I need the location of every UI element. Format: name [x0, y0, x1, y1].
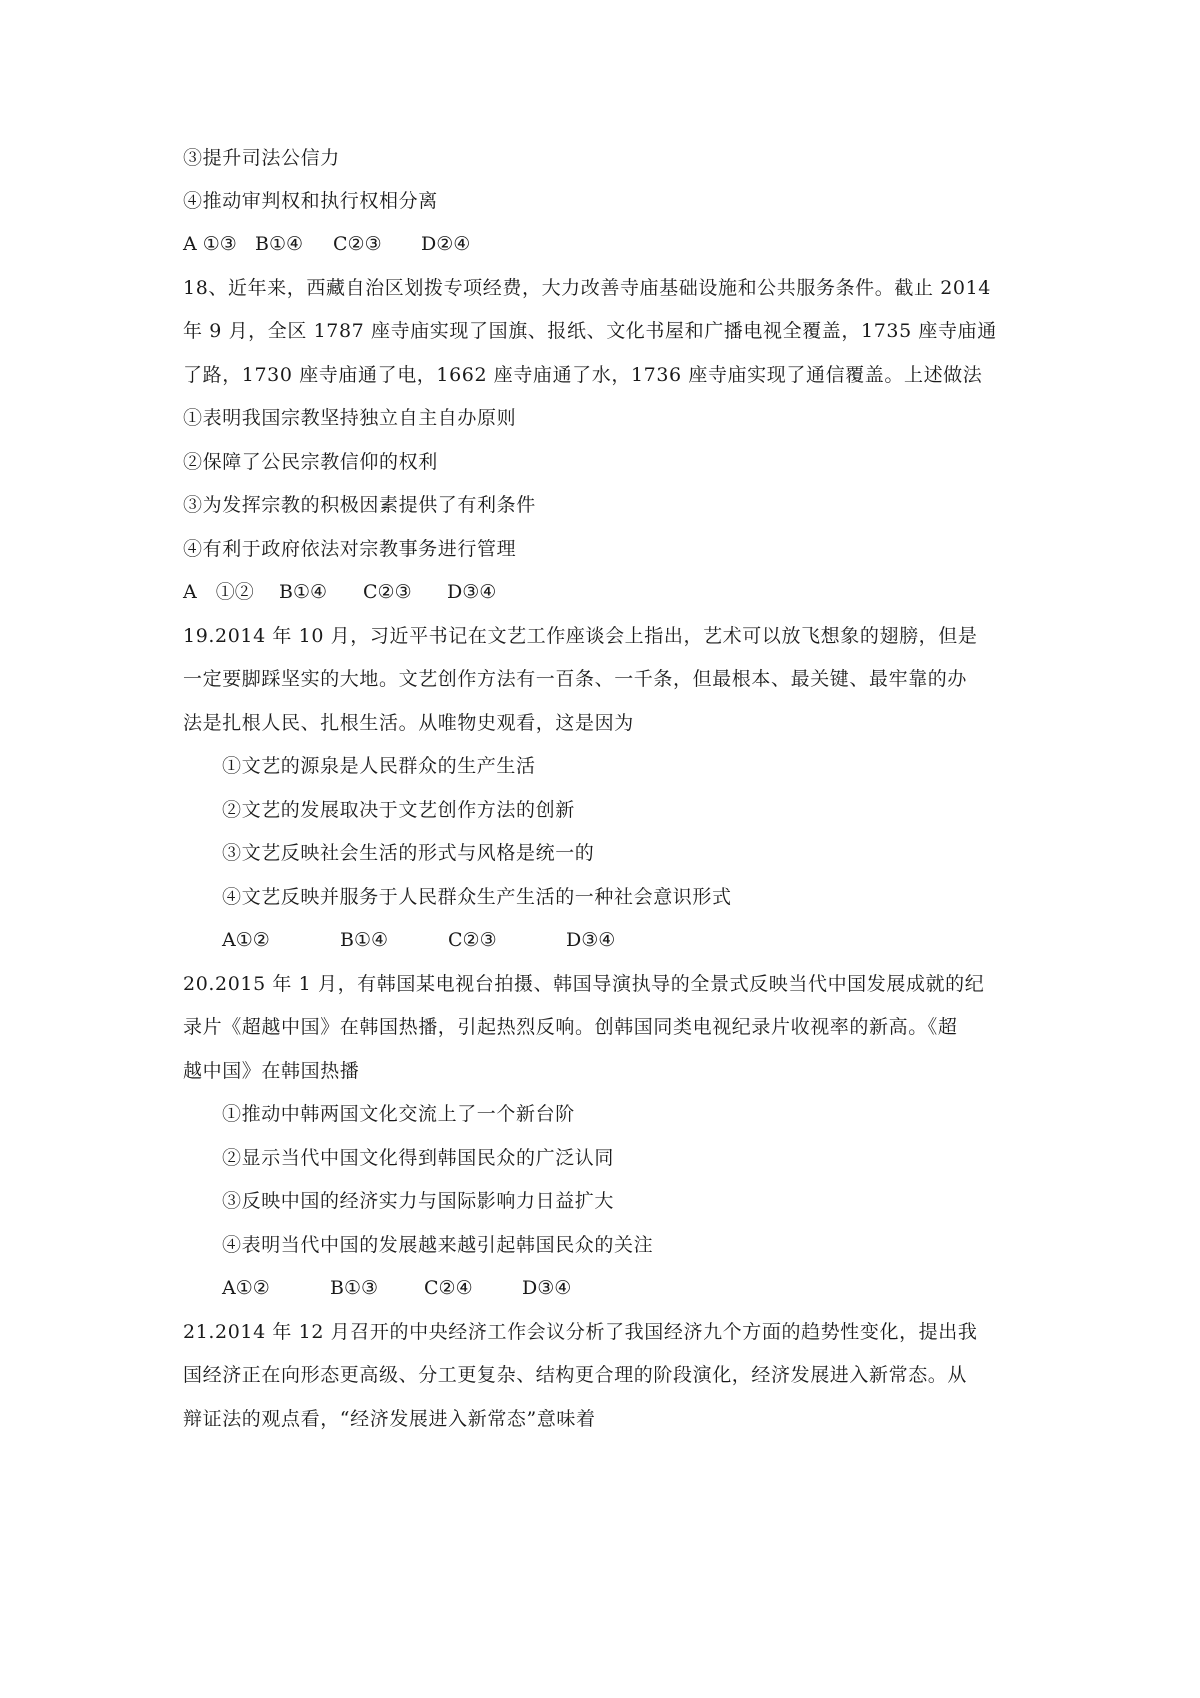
q19-option-c: C②③	[448, 929, 497, 951]
q19-item-3: ③文艺反映社会生活的形式与风格是统一的	[222, 842, 595, 864]
q18-item-2: ②保障了公民宗教信仰的权利	[183, 451, 438, 473]
q19-item-2: ②文艺的发展取决于文艺创作方法的创新	[222, 799, 575, 821]
q20-option-d: D③④	[522, 1277, 572, 1299]
q19-item-4: ④文艺反映并服务于人民群众生产生活的一种社会意识形式	[222, 886, 732, 908]
q18-text-line-3: 了路，1730 座寺庙通了电，1662 座寺庙通了水，1736 座寺庙实现了通信覆盖。上述做法	[183, 364, 983, 386]
q17-item-3: ③提升司法公信力	[183, 147, 340, 169]
q20-item-3: ③反映中国的经济实力与国际影响力日益扩大	[222, 1190, 615, 1212]
q18-text-line-2: 年 9 月，全区 1787 座寺庙实现了国旗、报纸、文化书屋和广播电视全覆盖，1735 座寺庙通	[183, 320, 997, 342]
q18-option-a: A ①②	[183, 581, 254, 603]
q21-text-line-3: 辩证法的观点看，“经济发展进入新常态”意味着	[183, 1408, 596, 1430]
q17-option-a: A ①③	[183, 233, 237, 255]
q20-item-4: ④表明当代中国的发展越来越引起韩国民众的关注	[222, 1234, 654, 1256]
q19-option-b: B①④	[340, 929, 389, 951]
q17-option-c: C②③	[333, 233, 382, 255]
q17-option-b: B①④	[255, 233, 304, 255]
q19-option-a: A①②	[222, 929, 270, 951]
q18-item-1: ①表明我国宗教坚持独立自主自办原则	[183, 407, 517, 429]
q20-text-line-3: 越中国》在韩国热播	[183, 1060, 360, 1082]
q18-item-4: ④有利于政府依法对宗教事务进行管理	[183, 538, 517, 560]
q18-text-line-1: 18、近年来，西藏自治区划拨专项经费，大力改善寺庙基础设施和公共服务条件。截止 2014	[183, 277, 991, 299]
q18-item-3: ③为发挥宗教的积极因素提供了有利条件	[183, 494, 536, 516]
q20-text-line-1: 20.2015 年 1 月，有韩国某电视台拍摄、韩国导演执导的全景式反映当代中国发展成就的纪	[183, 973, 985, 995]
q19-text-line-3: 法是扎根人民、扎根生活。从唯物史观看，这是因为	[183, 712, 634, 734]
q20-item-2: ②显示当代中国文化得到韩国民众的广泛认同	[222, 1147, 615, 1169]
q20-option-c: C②④	[424, 1277, 473, 1299]
q17-option-d: D②④	[421, 233, 471, 255]
q19-option-d: D③④	[566, 929, 616, 951]
q21-text-line-1: 21.2014 年 12 月召开的中央经济工作会议分析了我国经济九个方面的趋势性变化，提出我	[183, 1321, 978, 1343]
q19-text-line-1: 19.2014 年 10 月，习近平书记在文艺工作座谈会上指出，艺术可以放飞想象的翅膀，但是	[183, 625, 978, 647]
q20-option-a: A①②	[222, 1277, 270, 1299]
q18-option-d: D③④	[447, 581, 497, 603]
q19-item-1: ①文艺的源泉是人民群众的生产生活	[222, 755, 536, 777]
q18-option-b: B①④	[279, 581, 328, 603]
q19-text-line-2: 一定要脚踩坚实的大地。文艺创作方法有一百条、一千条，但最根本、最关键、最牢靠的办	[183, 668, 968, 690]
q20-text-line-2: 录片《超越中国》在韩国热播，引起热烈反响。创韩国同类电视纪录片收视率的新高。《超	[183, 1016, 958, 1038]
q18-option-c: C②③	[363, 581, 412, 603]
q21-text-line-2: 国经济正在向形态更高级、分工更复杂、结构更合理的阶段演化，经济发展进入新常态。从	[183, 1364, 968, 1386]
q20-item-1: ①推动中韩两国文化交流上了一个新台阶	[222, 1103, 575, 1125]
q20-option-b: B①③	[330, 1277, 379, 1299]
q17-item-4: ④推动审判权和执行权相分离	[183, 190, 438, 212]
